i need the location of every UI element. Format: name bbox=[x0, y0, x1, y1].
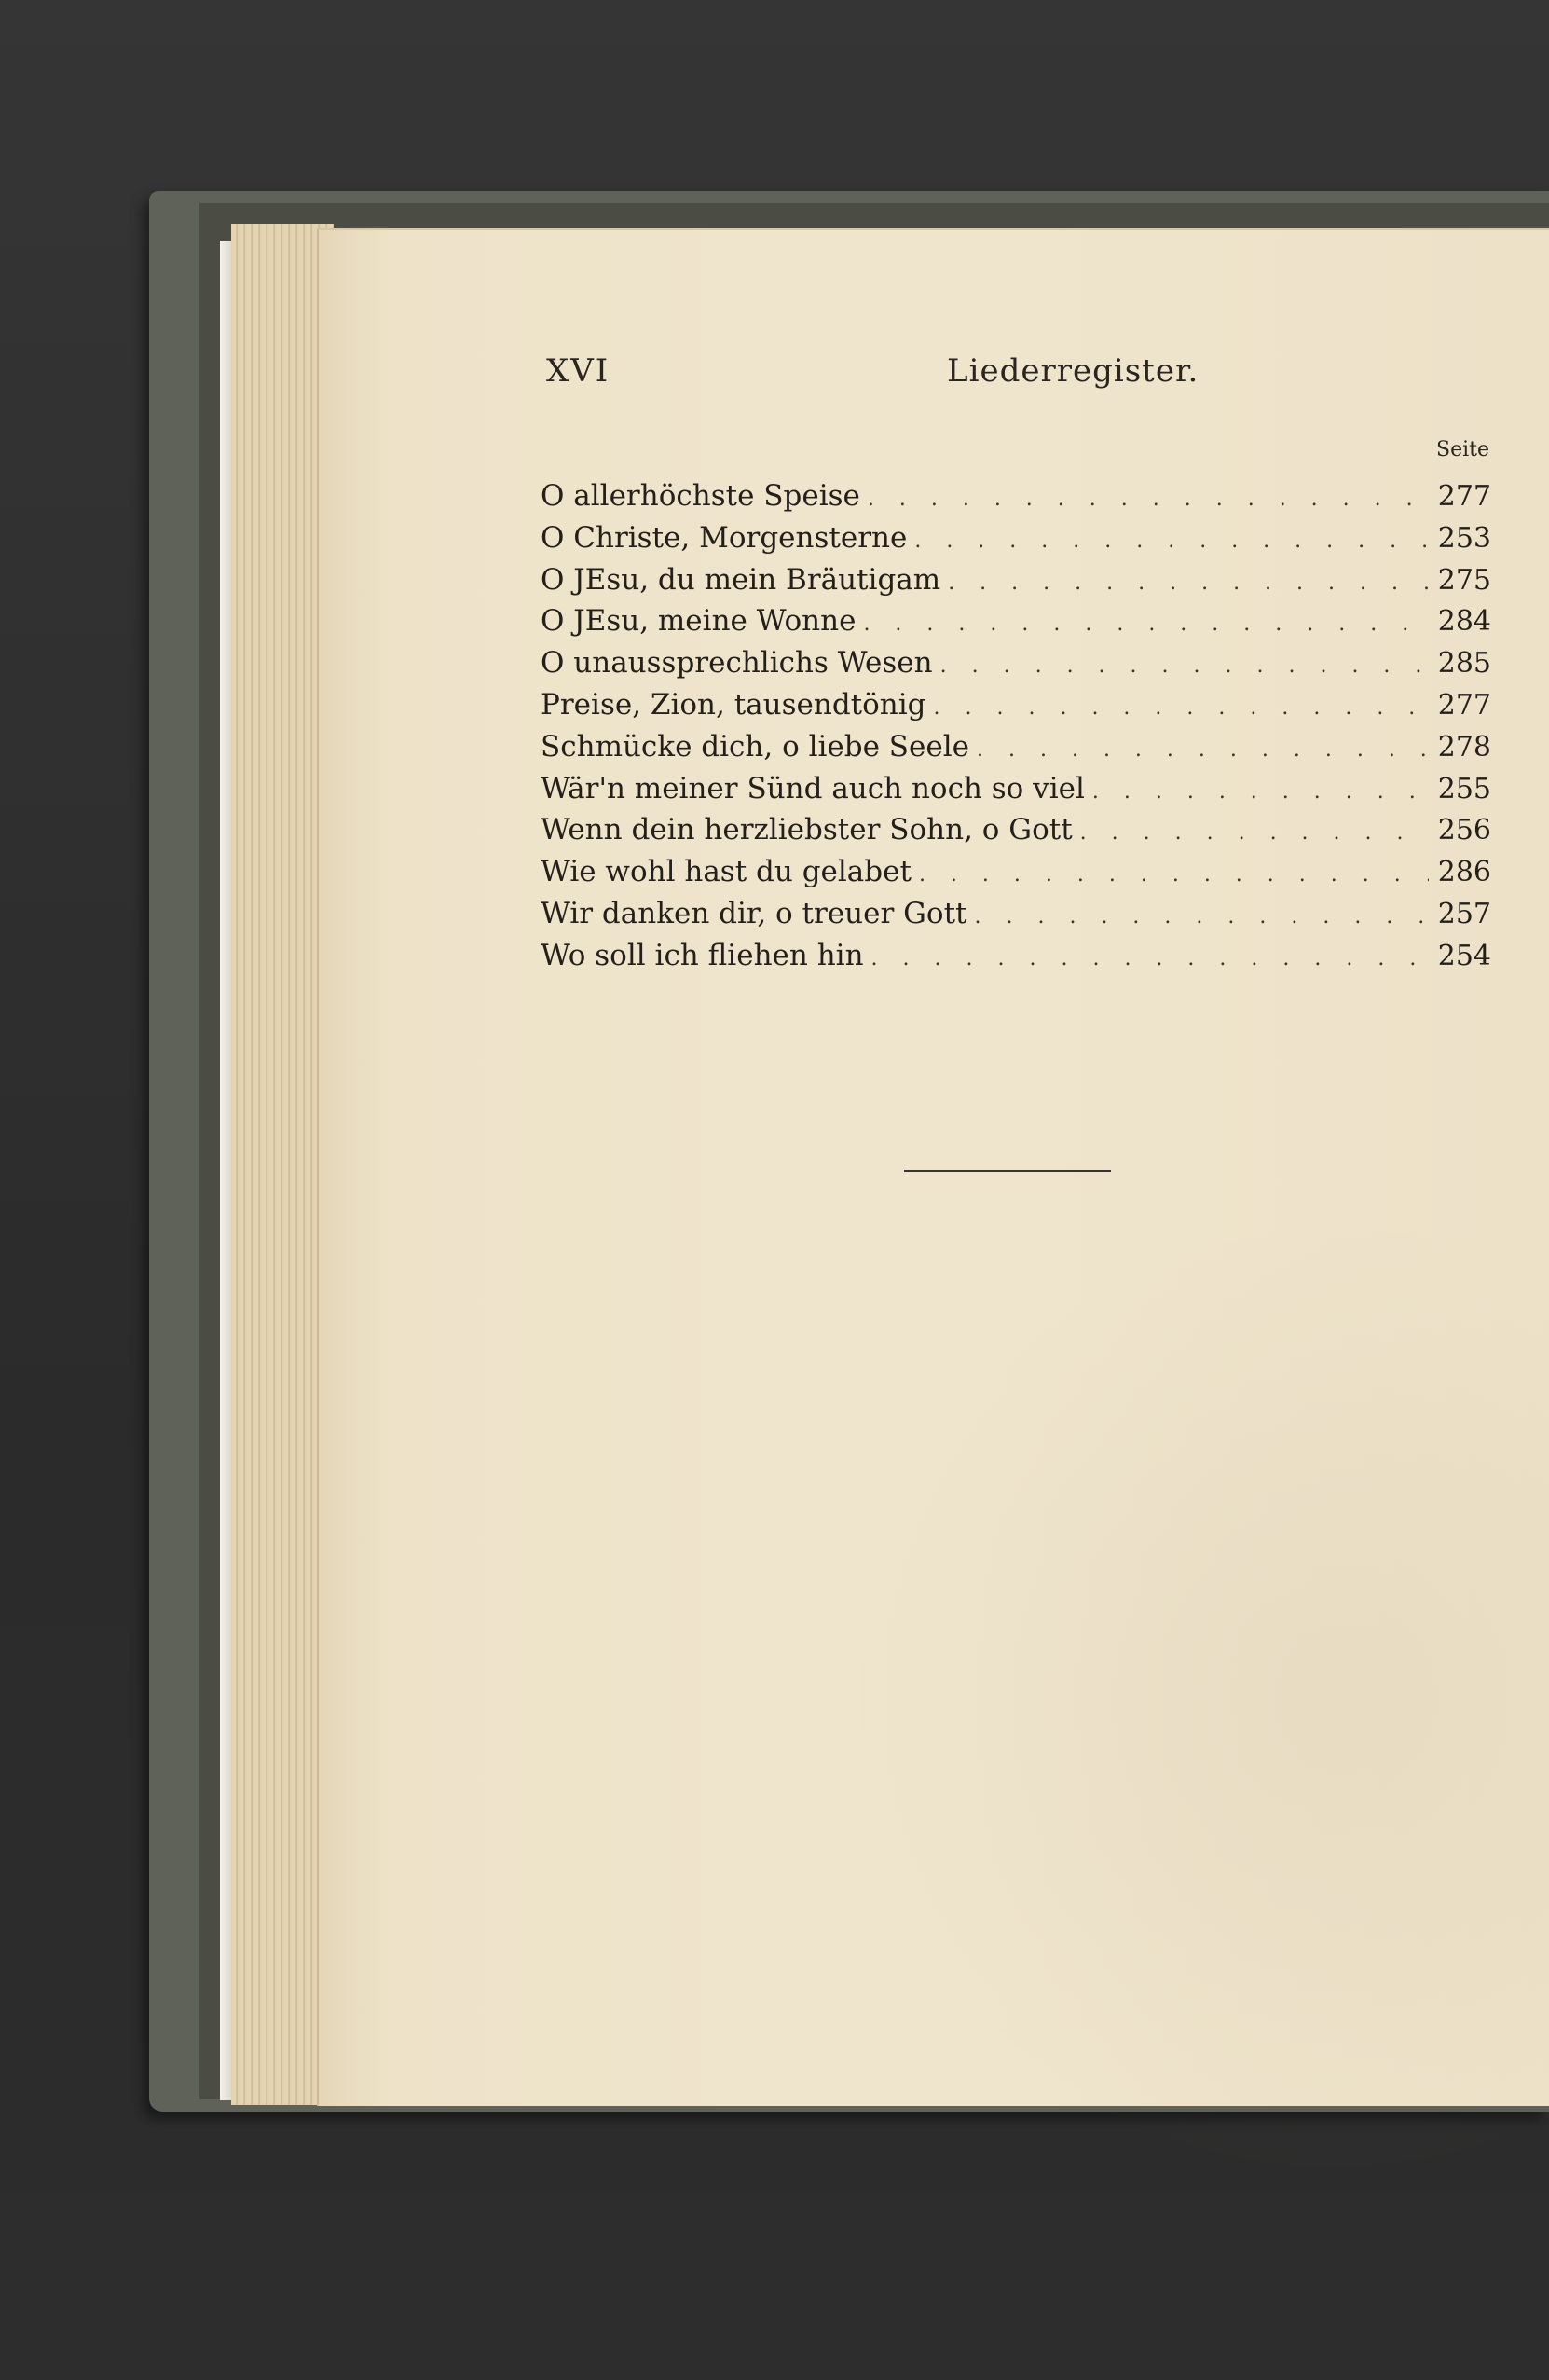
hymn-page: 284 bbox=[1437, 605, 1491, 639]
hymn-page: 278 bbox=[1437, 730, 1491, 764]
dot-leader bbox=[871, 939, 1429, 981]
list-item bbox=[541, 475, 1491, 517]
dot-leader bbox=[934, 688, 1429, 730]
list-item bbox=[541, 935, 1491, 977]
hymn-page: 257 bbox=[1437, 897, 1491, 930]
hymn-index-list bbox=[541, 475, 1491, 977]
hymn-page: 253 bbox=[1437, 521, 1491, 555]
hymn-title: Wär'n meiner Sünd auch noch so viel bbox=[541, 771, 1085, 805]
page-title: Liederregister. bbox=[947, 352, 1199, 390]
list-item bbox=[541, 768, 1491, 810]
list-item bbox=[541, 600, 1491, 642]
page-column-label: Seite bbox=[1436, 438, 1489, 461]
list-item bbox=[541, 809, 1491, 851]
show-through-shadow bbox=[841, 1209, 1549, 2188]
dot-leader bbox=[863, 604, 1428, 646]
hymn-page: 277 bbox=[1437, 480, 1491, 513]
hymn-page: 256 bbox=[1437, 814, 1491, 847]
dot-leader bbox=[1080, 813, 1429, 855]
hymn-page: 255 bbox=[1437, 772, 1491, 805]
hymn-page: 285 bbox=[1437, 647, 1491, 681]
hymn-title: O Christe, Morgensterne bbox=[541, 520, 908, 555]
hymn-page: 277 bbox=[1437, 688, 1491, 722]
dot-leader bbox=[940, 646, 1429, 688]
page-number: XVI bbox=[546, 352, 610, 390]
list-item bbox=[541, 684, 1491, 726]
hymn-title: O unaussprechlichs Wesen bbox=[541, 646, 933, 681]
list-item bbox=[541, 517, 1491, 559]
list-item bbox=[541, 893, 1491, 935]
list-item bbox=[541, 642, 1491, 684]
running-head bbox=[546, 352, 1497, 399]
dot-leader bbox=[948, 563, 1429, 605]
hymn-page: 254 bbox=[1437, 939, 1491, 972]
hymn-title: O allerhöchste Speise bbox=[541, 479, 860, 513]
hymn-title: O JEsu, meine Wonne bbox=[541, 604, 857, 639]
dot-leader bbox=[919, 855, 1429, 897]
hymn-title: Wir danken dir, o treuer Gott bbox=[541, 896, 967, 930]
hymn-page: 286 bbox=[1437, 856, 1491, 889]
hymn-title: Wo soll ich fliehen hin bbox=[541, 938, 864, 972]
dot-leader bbox=[914, 521, 1428, 563]
list-item bbox=[541, 851, 1491, 893]
dot-leader bbox=[977, 730, 1429, 772]
hymn-title: Preise, Zion, tausendtönig bbox=[541, 687, 926, 722]
list-item bbox=[541, 559, 1491, 601]
hymn-title: Wenn dein herzliebster Sohn, o Gott bbox=[541, 813, 1073, 847]
dot-leader bbox=[1092, 772, 1429, 814]
end-rule bbox=[904, 1170, 1111, 1172]
hymn-page: 275 bbox=[1437, 563, 1491, 597]
dot-leader bbox=[975, 897, 1429, 939]
list-item bbox=[541, 726, 1491, 768]
dot-leader bbox=[868, 479, 1429, 521]
hymn-title: Schmücke dich, o liebe Seele bbox=[541, 729, 969, 764]
hymn-title: O JEsu, du mein Bräutigam bbox=[541, 562, 941, 597]
hymn-title: Wie wohl hast du gelabet bbox=[541, 855, 912, 889]
